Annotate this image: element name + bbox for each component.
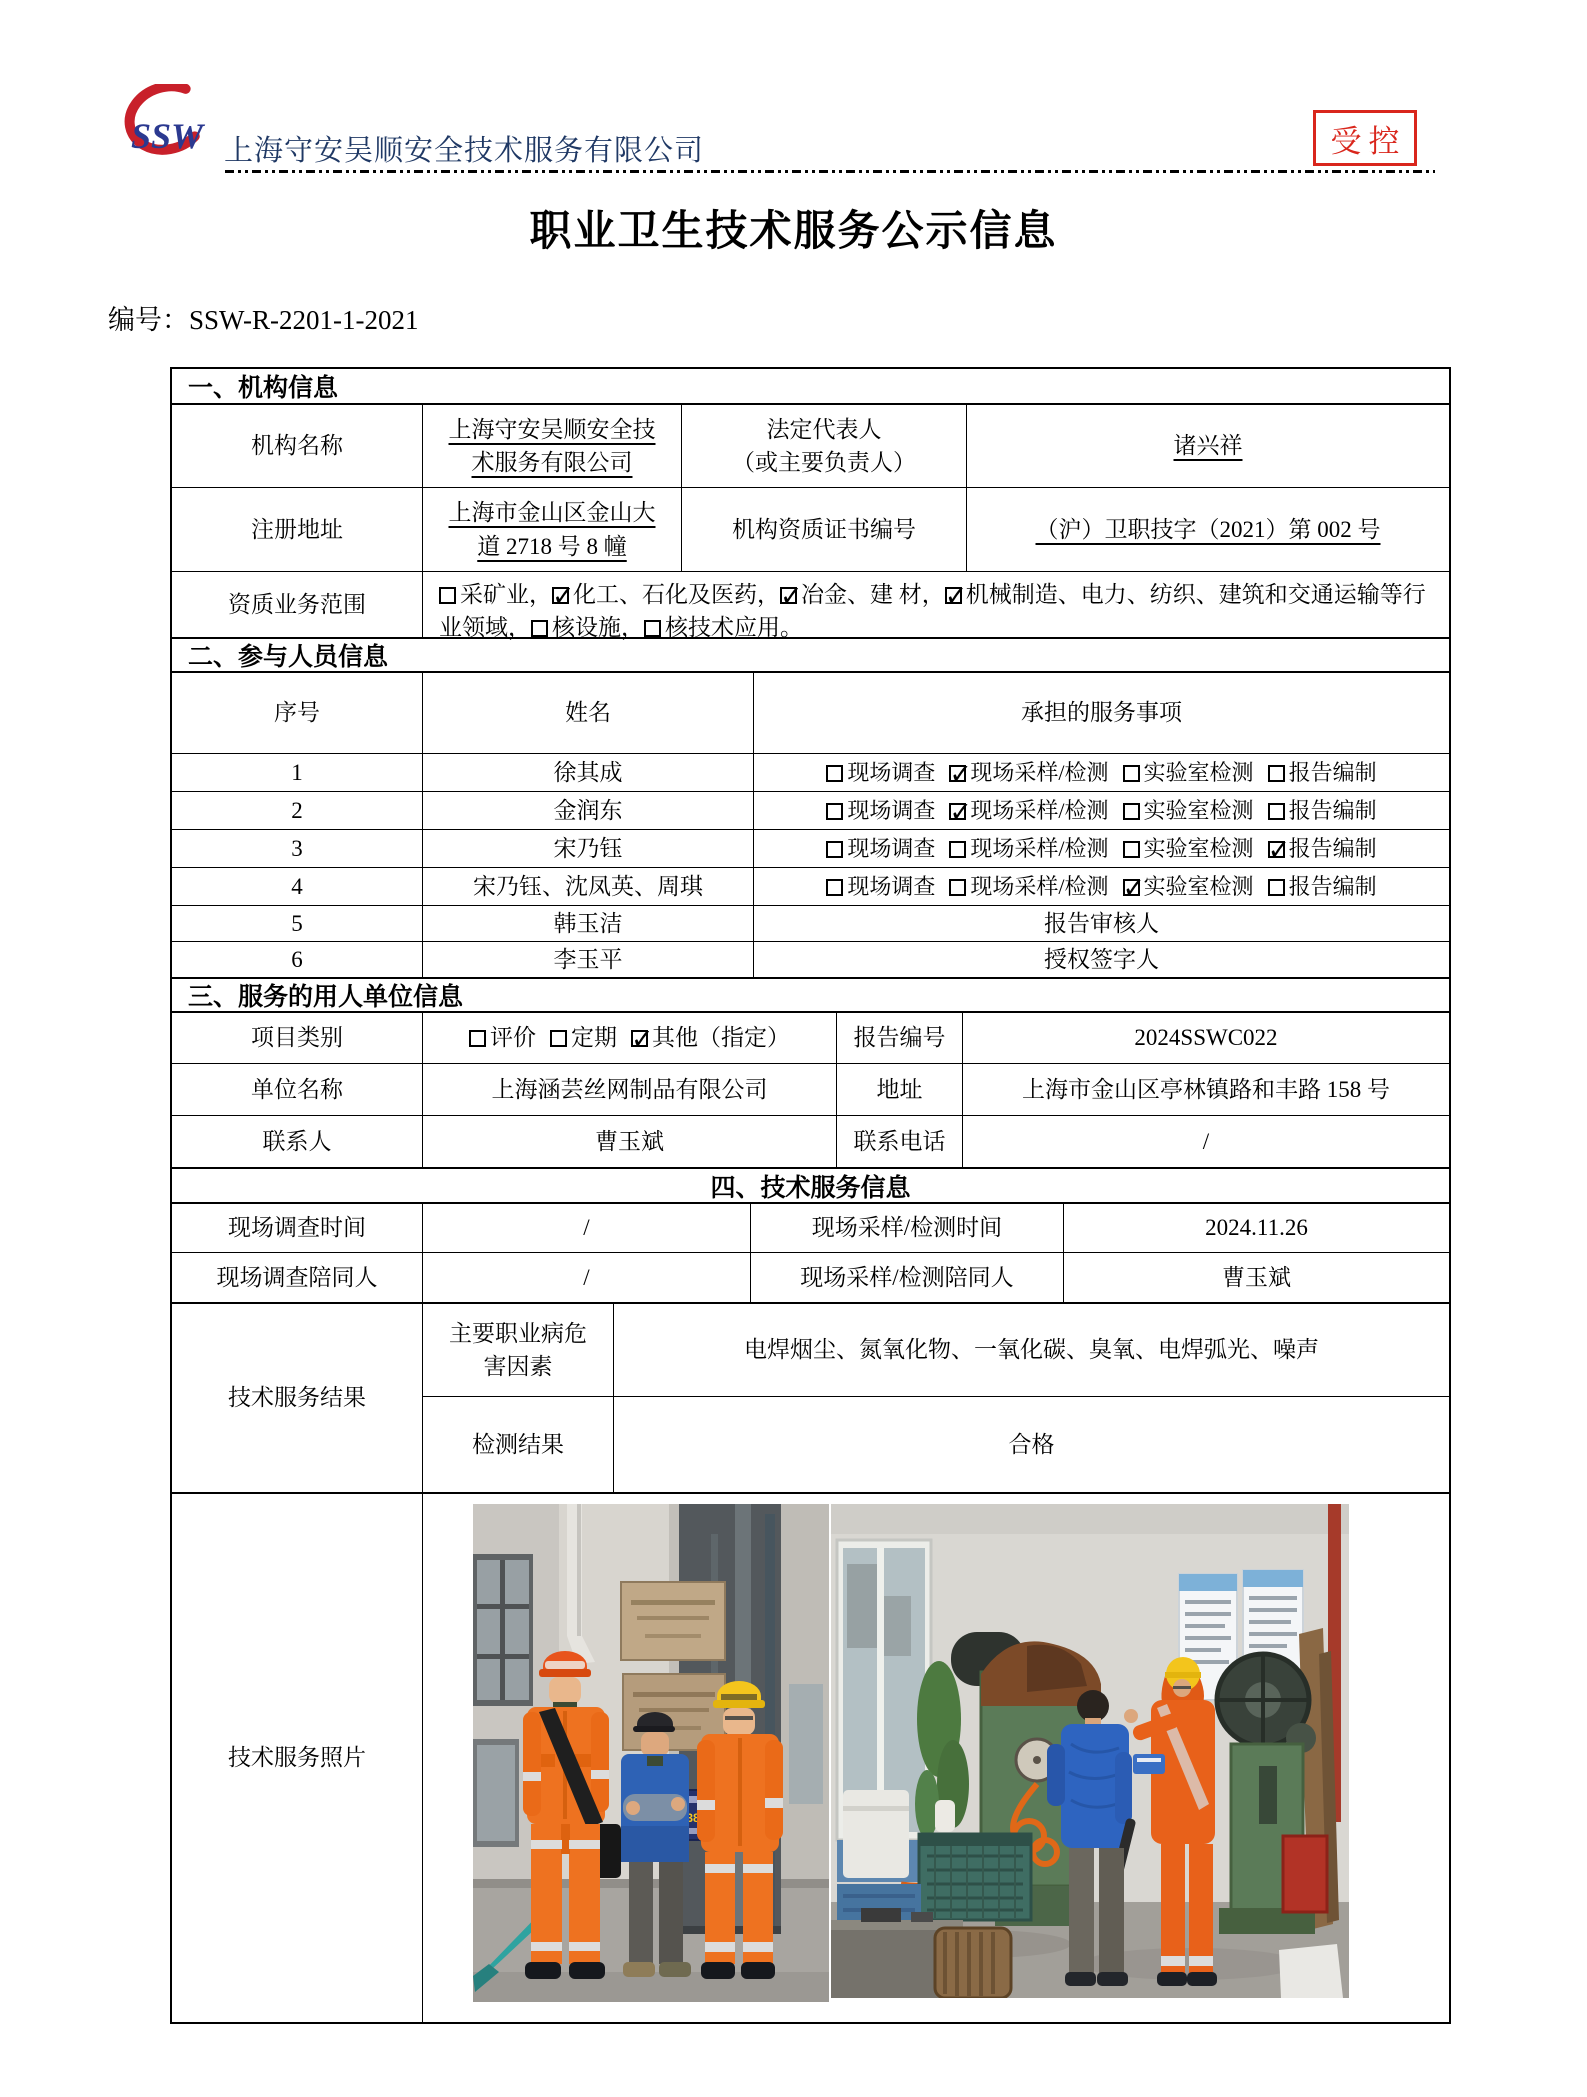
client-addr-label: 地址 — [836, 1064, 962, 1115]
checkbox-icon — [1268, 765, 1285, 782]
header-divider — [225, 170, 1435, 173]
doc-number: 编号：SSW-R-2201-1-2021 — [108, 305, 419, 335]
org-addr-value: 上海市金山区金山大道 2718 号 8 幢 — [422, 488, 681, 571]
checkbox-icon — [949, 803, 966, 820]
checkbox-icon — [552, 587, 569, 604]
stamp-text: 受控 — [1330, 123, 1407, 159]
section-title-org: 一、机构信息 — [188, 375, 339, 402]
section-title-client: 三、服务的用人单位信息 — [188, 984, 464, 1011]
table-row: 4 宋乃钰、沈凤英、周琪 现场调查 现场采样/检测 ✓ 实验室检测 报告编制 — [172, 867, 1449, 905]
checkbox-icon — [1123, 803, 1140, 820]
personnel-col-name: 姓名 — [422, 673, 753, 753]
service-photo-right — [831, 1504, 1349, 1998]
org-name-label: 机构名称 — [251, 433, 343, 459]
checkbox-icon — [780, 587, 797, 604]
sample-escort-value: 曹玉斌 — [1063, 1253, 1449, 1302]
client-contact-label: 联系人 — [262, 1128, 332, 1154]
section-title-personnel: 二、参与人员信息 — [188, 644, 389, 671]
hazard-value: 电焊烟尘、氮氧化物、一氧化碳、臭氧、电焊弧光、噪声 — [613, 1304, 1449, 1396]
logo-text: SSW — [131, 116, 204, 156]
checkbox-icon — [826, 803, 843, 820]
company-logo — [103, 84, 223, 166]
checkbox-icon — [631, 1030, 648, 1047]
checkbox-icon — [949, 841, 966, 858]
org-legal-value: 诸兴祥 — [966, 405, 1449, 487]
radiator-box — [919, 1834, 1031, 1920]
org-name-value: 上海守安吴顺安全技术服务有限公司 — [422, 405, 681, 487]
checkbox-icon — [1268, 879, 1285, 896]
service-photo-area — [422, 1494, 1449, 2022]
checkbox-icon — [1268, 841, 1285, 858]
client-phone-value: / — [962, 1116, 1449, 1167]
checkbox-icon — [1123, 841, 1140, 858]
sample-time-label: 现场采样/检测时间 — [750, 1204, 1063, 1252]
page-title: 职业卫生技术服务公示信息 — [529, 209, 1058, 255]
checkbox-icon — [826, 879, 843, 896]
sample-escort-label: 现场采样/检测陪同人 — [750, 1253, 1063, 1302]
survey-time-label: 现场调查时间 — [228, 1215, 366, 1241]
checkbox-icon — [949, 765, 966, 782]
personnel-col-no: 序号 — [274, 700, 320, 726]
checkbox-icon — [439, 587, 456, 604]
table-row: 1 徐其成 现场调查 ✓ 现场采样/检测 实验室检测 报告编制 — [172, 753, 1449, 791]
sample-time-value: 2024.11.26 — [1063, 1204, 1449, 1252]
org-legal-label: 法定代表人 （或主要负责人） — [681, 405, 966, 487]
checkbox-icon — [1123, 879, 1140, 896]
checkbox-icon — [945, 587, 962, 604]
info-table — [170, 367, 1451, 2024]
org-addr-label: 注册地址 — [251, 516, 343, 542]
org-cert-label: 机构资质证书编号 — [681, 488, 966, 571]
controlled-stamp — [1313, 110, 1417, 166]
org-scope-value: 采矿业， ✓ 化工、石化及医药， ✓ 冶金、建 材， ✓ 机械制造、电力、纺织、建筑和交通运输等行业领域， 核设施， 核技术应用。 — [422, 572, 1449, 637]
org-scope-label: 资质业务范围 — [228, 591, 366, 617]
conclusion-label: 检测结果 — [422, 1397, 613, 1492]
checkbox-icon — [644, 620, 661, 637]
client-report-label: 报告编号 — [836, 1013, 962, 1063]
survey-time-value: / — [422, 1204, 750, 1252]
client-contact-value: 曹玉斌 — [422, 1116, 836, 1167]
survey-escort-value: / — [422, 1253, 750, 1302]
client-type-label: 项目类别 — [251, 1025, 343, 1051]
header-company-name: 上海守安吴顺安全技术服务有限公司 — [224, 135, 705, 167]
checkbox-icon — [1123, 765, 1140, 782]
table-row: 5 韩玉洁 报告审核人 — [172, 905, 1449, 941]
white-bin — [1279, 1944, 1343, 1998]
checkbox-icon — [550, 1030, 567, 1047]
client-report-value: 2024SSWC022 — [962, 1013, 1449, 1063]
client-addr-value: 上海市金山区亭林镇路和丰路 158 号 — [962, 1064, 1449, 1115]
fire-cabinet — [1283, 1836, 1327, 1912]
section-title-service: 四、技术服务信息 — [710, 1174, 911, 1202]
checkbox-icon — [826, 765, 843, 782]
checkbox-icon — [826, 841, 843, 858]
checkbox-icon — [469, 1030, 486, 1047]
client-unit-label: 单位名称 — [251, 1076, 343, 1102]
checkbox-icon — [949, 879, 966, 896]
service-photo-label: 技术服务照片 — [228, 1745, 366, 1771]
hazard-label: 主要职业病危害因素 — [422, 1304, 613, 1396]
service-photo-left — [473, 1504, 829, 2002]
chair — [935, 1928, 1011, 1998]
checkbox-icon — [1268, 803, 1285, 820]
service-result-label: 技术服务结果 — [228, 1385, 366, 1411]
table-row: 3 宋乃钰 现场调查 现场采样/检测 实验室检测 ✓ 报告编制 — [172, 829, 1449, 867]
survey-escort-label: 现场调查陪同人 — [216, 1264, 378, 1290]
client-type-value: 评价 定期 ✓ 其他（指定） — [422, 1013, 836, 1063]
table-row: 2 金润东 现场调查 ✓ 现场采样/检测 实验室检测 报告编制 — [172, 791, 1449, 829]
client-unit-value: 上海涵芸丝网制品有限公司 — [422, 1064, 836, 1115]
conclusion-value: 合格 — [613, 1397, 1449, 1492]
personnel-col-service: 承担的服务事项 — [753, 673, 1449, 753]
client-phone-label: 联系电话 — [836, 1116, 962, 1167]
checkbox-icon — [531, 620, 548, 637]
table-row: 6 李玉平 授权签字人 — [172, 941, 1449, 977]
org-cert-value: （沪）卫职技字（2021）第 002 号 — [966, 488, 1449, 571]
